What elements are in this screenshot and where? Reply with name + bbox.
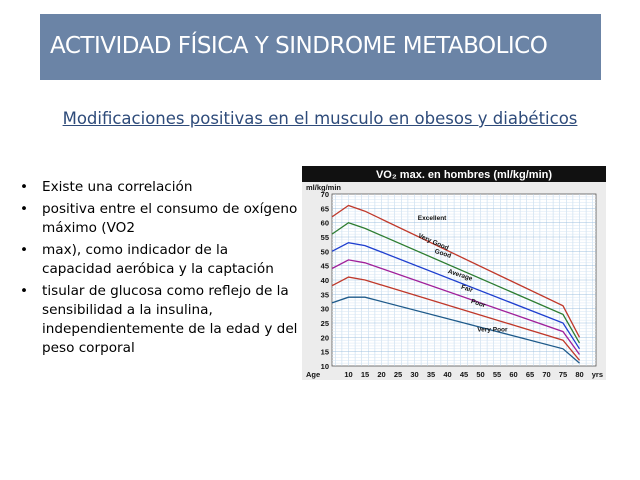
series-annotation: Average [446, 268, 474, 283]
slide-title: ACTIVIDAD FÍSICA Y SINDROME METABOLICO [50, 33, 548, 59]
y-tick-label: 40 [320, 276, 329, 285]
y-tick-label: 35 [320, 290, 329, 300]
x-tick-label: 70 [542, 370, 551, 379]
x-tick-label: 40 [443, 370, 452, 379]
x-axis-unit: yrs [591, 370, 603, 379]
series-annotation: Excellent [417, 214, 447, 222]
y-tick-label: 65 [320, 204, 329, 214]
y-tick-label: 30 [320, 304, 329, 314]
y-tick-label: 15 [320, 347, 329, 357]
series-annotation: Poor [469, 298, 487, 310]
bullet-item: • Existe una correlación [20, 178, 302, 197]
bullet-list [20, 178, 302, 361]
series-annotation: Very Poor [477, 326, 508, 334]
x-tick-label: 30 [410, 370, 419, 379]
x-tick-label: 60 [509, 370, 518, 379]
vo2-chart [302, 166, 606, 380]
y-tick-label: 50 [320, 247, 329, 257]
title-bar [40, 14, 601, 80]
bullet-item: • tisular de glucosa como reflejo de la sensibilidad a la insulina, independientemente de la edad y del peso corporal [20, 282, 302, 358]
y-tick-label: 60 [320, 218, 329, 228]
x-tick-label: 65 [525, 370, 535, 379]
bullet-item: • positiva entre el consumo de oxígeno máximo (VO2 [20, 200, 302, 238]
vo2-chart-svg [302, 166, 606, 380]
x-axis-label: Age [306, 370, 321, 379]
x-tick-label: 80 [575, 370, 584, 379]
y-tick-label: 20 [320, 333, 329, 343]
x-tick-label: 50 [476, 370, 485, 379]
y-tick-label: 45 [320, 261, 329, 271]
x-tick-label: 15 [360, 370, 370, 379]
x-tick-label: 35 [426, 370, 436, 379]
series-annotation: Good [433, 248, 452, 260]
x-tick-label: 25 [393, 370, 403, 379]
x-tick-label: 20 [377, 370, 386, 379]
y-tick-label: 25 [320, 319, 329, 328]
x-tick-label: 45 [459, 370, 469, 379]
slide-subtitle: Modificaciones positivas en el musculo en obesos y diabéticos [62, 109, 578, 128]
y-tick-label: 70 [320, 190, 329, 199]
series-annotation: Very Good [416, 232, 450, 253]
chart-title: VO₂ max. en hombres (ml/kg/min) [375, 169, 553, 181]
x-tick-label: 75 [558, 370, 568, 379]
y-tick-label: 55 [320, 233, 329, 242]
y-axis-label: ml/kg/min [306, 183, 342, 192]
bullet-item: • max), como indicador de la capacidad aeróbica y la captación [20, 241, 302, 279]
x-tick-label: 10 [344, 370, 353, 379]
y-tick-label: 10 [320, 362, 329, 371]
x-tick-label: 55 [492, 370, 502, 379]
series-annotation: Fair [460, 283, 474, 295]
